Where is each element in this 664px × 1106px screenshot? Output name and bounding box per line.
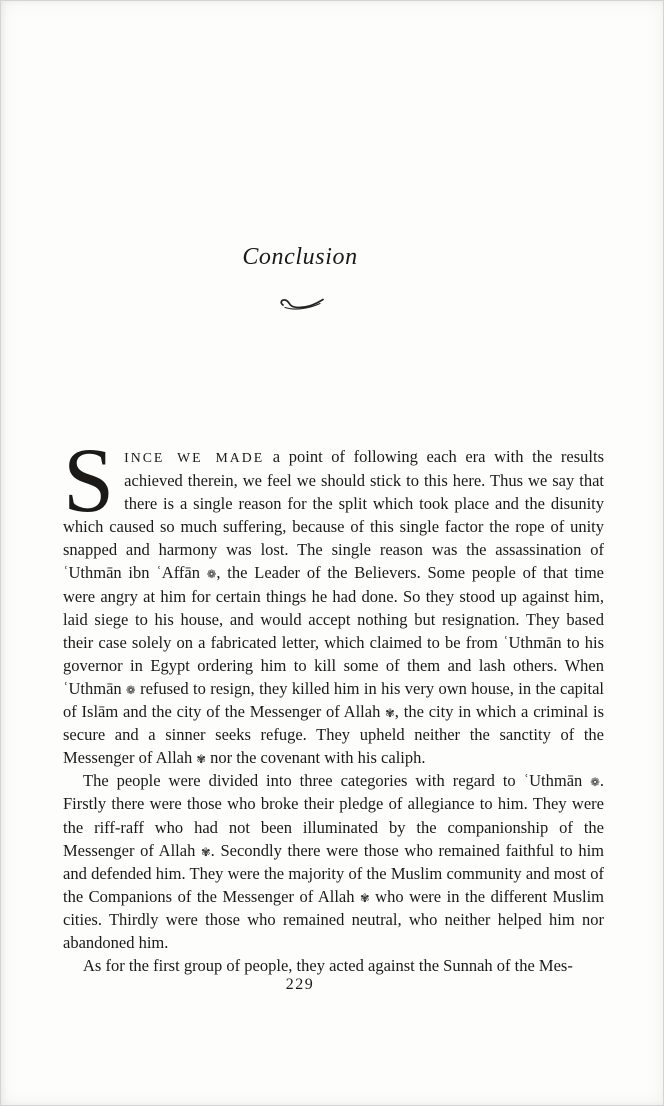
section-ornament-icon: [0, 295, 635, 313]
honorific-icon: ✾: [201, 844, 211, 859]
calligraphic-swash-icon: [278, 295, 328, 313]
honorific-icon: ✾: [360, 890, 370, 905]
paragraph-1: [63, 429, 604, 769]
paragraph-2: The people were divided into three categories with regard to ʿUthmān ❁. Firstly there were those who broke their pledge of allegiance to him. They were the riff-raff who had not been illuminated by the companionship of the Messenger of Allah ✾. Secondly there were those who remained faithful to him and defended him. They were the majority of the Muslim community and most of the Companions of the Messenger of Allah ✾ who were in the different Muslim cities. Thirdly were those who remained neutral, who neither helped him nor abandoned him.: [63, 771, 604, 952]
honorific-icon: ❁: [126, 682, 136, 697]
lead-smallcaps: INCE WE MADE: [124, 450, 265, 465]
paragraph-3: As for the first group of people, they acted against the Sunnah of the Mes-: [83, 956, 573, 976]
honorific-icon: ❁: [590, 775, 600, 790]
dropcap-letter: S: [63, 429, 115, 531]
body-text: [63, 429, 604, 977]
chapter-title: Conclusion: [242, 244, 358, 270]
honorific-icon: ✾: [196, 752, 206, 767]
honorific-icon: ✾: [385, 706, 395, 721]
page-number: 229: [285, 976, 315, 993]
honorific-icon: ❁: [206, 567, 217, 582]
paragraph-1-text: a point of following each era with the results achieved therein, we feel we should stick to this here. Thus we say that there is a single reason for the split which took place and the disunity which caused so much suffering, because of this single factor the rope of unity snapped and harmony was lost. The single reason was the assassination of ʿUthmān ibn ʿAffān ❁, the Leader of the Believers. Some people of that time were angry at him for certain things he had done. So they stood up against him, laid siege to his house, and would accept nothing but resignation. They based their case solely on a fabricated letter, which claimed to be from ʿUthmān to his governor in Egypt ordering him to kill some of them and lash others. When ʿUthmān ❁ refused to resign, they killed him in his very own house, in the capital of Islām and the city of the Messenger of Allah ✾, the city in which a criminal is secure and a sinner seeks refuge. They upheld neither the sanctity of the Messenger of Allah ✾ nor the covenant with his caliph.: [63, 447, 604, 768]
